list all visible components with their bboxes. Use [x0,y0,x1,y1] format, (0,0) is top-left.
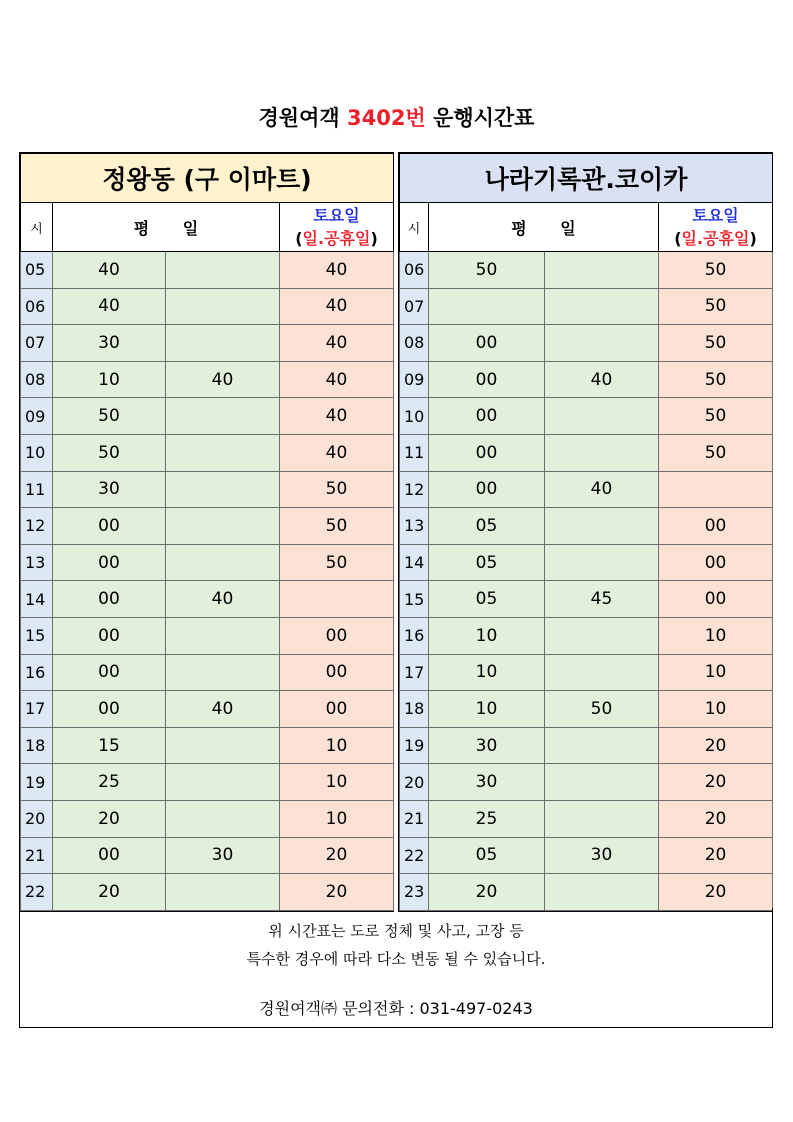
weekday-time-1: 50 [53,398,166,435]
saturday-time [280,581,394,618]
route-number: 3402번 [346,106,426,130]
weekday-time-1: 00 [53,544,166,581]
hour-cell: 15 [21,617,53,654]
weekday-time-1: 25 [53,764,166,801]
hour-cell: 20 [21,800,53,837]
hour-cell: 21 [400,800,429,837]
saturday-header [659,203,773,252]
hour-cell: 12 [21,508,53,545]
table-row [400,434,773,471]
paren-open: ( [674,229,682,248]
weekday-time-1: 05 [429,837,545,874]
weekday-time-1: 00 [429,471,545,508]
saturday-time: 50 [280,544,394,581]
weekday-time-2: 45 [545,581,659,618]
weekday-time-1: 10 [429,654,545,691]
timetable-left [20,153,394,911]
table-row [400,691,773,728]
saturday-time: 10 [659,654,773,691]
weekday-time-1: 30 [429,764,545,801]
hour-cell: 19 [400,727,429,764]
weekday-time-2: 40 [545,471,659,508]
saturday-time: 10 [659,691,773,728]
hour-cell: 10 [400,398,429,435]
weekday-time-2: 40 [166,691,280,728]
weekday-time-1: 00 [53,654,166,691]
hour-cell: 22 [21,874,53,911]
weekday-time-1: 10 [429,691,545,728]
hour-cell: 06 [21,288,53,325]
weekday-time-1: 05 [429,581,545,618]
weekday-header: 평 일 [53,203,280,252]
saturday-time: 20 [659,837,773,874]
saturday-time: 50 [659,325,773,362]
stop-name: 정왕동 (구 이마트) [21,154,394,203]
weekday-time-1: 30 [429,727,545,764]
column-header-row [400,203,773,252]
weekday-time-1 [429,288,545,325]
table-row [21,617,394,654]
table-row [400,617,773,654]
table-row [21,508,394,545]
hour-cell: 08 [21,361,53,398]
weekday-time-2 [166,654,280,691]
saturday-time: 00 [659,581,773,618]
saturday-time: 00 [280,691,394,728]
saturday-time: 00 [659,544,773,581]
hour-cell: 13 [400,508,429,545]
weekday-time-1: 10 [429,617,545,654]
weekday-time-1: 00 [429,325,545,362]
table-row [21,727,394,764]
weekday-time-2 [545,800,659,837]
hour-cell: 14 [21,581,53,618]
footer-notice [19,908,773,1028]
saturday-time: 40 [280,325,394,362]
saturday-time: 10 [280,800,394,837]
hour-cell: 07 [400,288,429,325]
stop-header-row [400,154,773,203]
hour-cell: 09 [21,398,53,435]
saturday-time: 20 [659,800,773,837]
timetable-left-panel [19,152,394,912]
hour-cell: 16 [21,654,53,691]
table-row [400,874,773,911]
weekday-time-2 [545,727,659,764]
weekday-time-1: 05 [429,508,545,545]
weekday-time-2 [545,325,659,362]
weekday-time-1: 00 [53,837,166,874]
page-title [0,102,793,132]
weekday-time-2 [166,471,280,508]
stop-name: 나라기록관.코이카 [400,154,773,203]
hour-cell: 19 [21,764,53,801]
weekday-time-2 [166,800,280,837]
saturday-time: 20 [659,727,773,764]
table-row [400,800,773,837]
hour-cell: 16 [400,617,429,654]
table-row [21,800,394,837]
table-row [21,654,394,691]
saturday-label: 토요일 [313,206,360,225]
weekday-time-2 [166,325,280,362]
weekday-time-1: 20 [429,874,545,911]
weekday-time-2 [545,874,659,911]
paren-close: ) [749,229,757,248]
weekday-time-1: 30 [53,325,166,362]
saturday-time: 40 [280,288,394,325]
saturday-time: 20 [659,764,773,801]
weekday-time-1: 00 [53,581,166,618]
weekday-time-1: 50 [429,252,545,289]
table-row [400,508,773,545]
weekday-time-2 [166,544,280,581]
saturday-time: 10 [280,727,394,764]
hour-cell: 09 [400,361,429,398]
saturday-time: 00 [280,617,394,654]
saturday-time: 10 [659,617,773,654]
table-row [21,691,394,728]
title-suffix: 운행시간표 [425,106,535,130]
saturday-header [280,203,394,252]
paren-open: ( [295,229,303,248]
saturday-time: 40 [280,361,394,398]
table-row [21,764,394,801]
hour-cell: 14 [400,544,429,581]
hour-cell: 22 [400,837,429,874]
weekday-time-2 [166,764,280,801]
contact-info: 경원여객㈜ 문의전화 : 031-497-0243 [259,999,533,1018]
holiday-text: 일.공휴일 [681,229,750,248]
stop-header-row [21,154,394,203]
timetable-left-body [21,252,394,911]
column-header-row [21,203,394,252]
table-row [400,544,773,581]
saturday-time: 50 [280,471,394,508]
hour-cell: 13 [21,544,53,581]
saturday-time [659,471,773,508]
saturday-time: 50 [280,508,394,545]
table-row [21,325,394,362]
weekday-time-2: 30 [166,837,280,874]
weekday-time-2 [545,654,659,691]
hour-cell: 23 [400,874,429,911]
saturday-label: 토요일 [692,206,739,225]
holiday-label [280,227,393,250]
weekday-time-2 [166,288,280,325]
weekday-time-2 [166,617,280,654]
table-row [400,764,773,801]
weekday-time-1: 00 [53,617,166,654]
table-row [21,544,394,581]
weekday-time-1: 00 [429,398,545,435]
weekday-time-1: 40 [53,252,166,289]
hour-cell: 12 [400,471,429,508]
saturday-time: 50 [659,288,773,325]
holiday-label [659,227,772,250]
weekday-time-2 [545,544,659,581]
table-row [400,325,773,362]
hour-cell: 18 [21,727,53,764]
table-row [21,398,394,435]
table-row [400,361,773,398]
weekday-time-1: 25 [429,800,545,837]
saturday-time: 20 [280,874,394,911]
table-row [21,581,394,618]
hour-cell: 21 [21,837,53,874]
weekday-time-1: 00 [53,691,166,728]
weekday-time-2: 40 [166,361,280,398]
hour-cell: 06 [400,252,429,289]
table-row [400,471,773,508]
weekday-time-1: 40 [53,288,166,325]
weekday-time-2: 40 [166,581,280,618]
table-row [400,288,773,325]
weekday-time-2 [545,398,659,435]
saturday-time: 50 [659,434,773,471]
weekday-time-1: 00 [429,361,545,398]
paren-close: ) [370,229,378,248]
weekday-time-2 [545,252,659,289]
saturday-time: 40 [280,398,394,435]
saturday-time: 50 [659,252,773,289]
weekday-time-1: 50 [53,434,166,471]
saturday-time: 40 [280,252,394,289]
timetable-right [399,153,773,911]
weekday-time-1: 15 [53,727,166,764]
weekday-time-1: 00 [429,434,545,471]
hour-cell: 10 [21,434,53,471]
hour-cell: 15 [400,581,429,618]
table-row [21,837,394,874]
weekday-header: 평 일 [429,203,659,252]
hour-cell: 05 [21,252,53,289]
table-row [400,837,773,874]
weekday-time-2 [545,764,659,801]
hour-cell: 18 [400,691,429,728]
weekday-time-2 [166,508,280,545]
saturday-time: 20 [280,837,394,874]
table-row [21,434,394,471]
saturday-time: 40 [280,434,394,471]
saturday-time: 50 [659,398,773,435]
weekday-time-2 [545,508,659,545]
saturday-time: 50 [659,361,773,398]
hour-cell: 17 [400,654,429,691]
weekday-time-2: 50 [545,691,659,728]
weekday-time-2 [166,434,280,471]
timetable-right-body [400,252,773,911]
weekday-time-2 [545,617,659,654]
table-row [400,581,773,618]
hour-header: 시 [21,203,53,252]
holiday-text: 일.공휴일 [302,229,371,248]
table-row [400,654,773,691]
saturday-time: 00 [280,654,394,691]
table-row [21,361,394,398]
saturday-time: 10 [280,764,394,801]
saturday-time: 00 [659,508,773,545]
table-row [21,874,394,911]
hour-cell: 17 [21,691,53,728]
hour-cell: 07 [21,325,53,362]
weekday-time-1: 10 [53,361,166,398]
notice-line-2: 특수한 경우에 따라 다소 변동 될 수 있습니다. [246,950,546,968]
weekday-time-2: 30 [545,837,659,874]
hour-cell: 08 [400,325,429,362]
weekday-time-1: 30 [53,471,166,508]
hour-cell: 11 [21,471,53,508]
hour-cell: 20 [400,764,429,801]
weekday-time-2 [166,727,280,764]
notice-line-1: 위 시간표는 도로 정체 및 사고, 고장 등 [268,922,524,940]
table-row [21,288,394,325]
hour-header: 시 [400,203,429,252]
title-prefix: 경원여객 [258,106,347,130]
table-row [400,252,773,289]
table-row [400,398,773,435]
table-row [400,727,773,764]
weekday-time-1: 20 [53,800,166,837]
timetable-right-panel [398,152,773,912]
weekday-time-2 [545,288,659,325]
weekday-time-2: 40 [545,361,659,398]
weekday-time-1: 05 [429,544,545,581]
table-row [21,471,394,508]
weekday-time-2 [166,398,280,435]
weekday-time-2 [545,434,659,471]
weekday-time-1: 00 [53,508,166,545]
table-row [21,252,394,289]
saturday-time: 20 [659,874,773,911]
weekday-time-2 [166,252,280,289]
weekday-time-2 [166,874,280,911]
weekday-time-1: 20 [53,874,166,911]
hour-cell: 11 [400,434,429,471]
